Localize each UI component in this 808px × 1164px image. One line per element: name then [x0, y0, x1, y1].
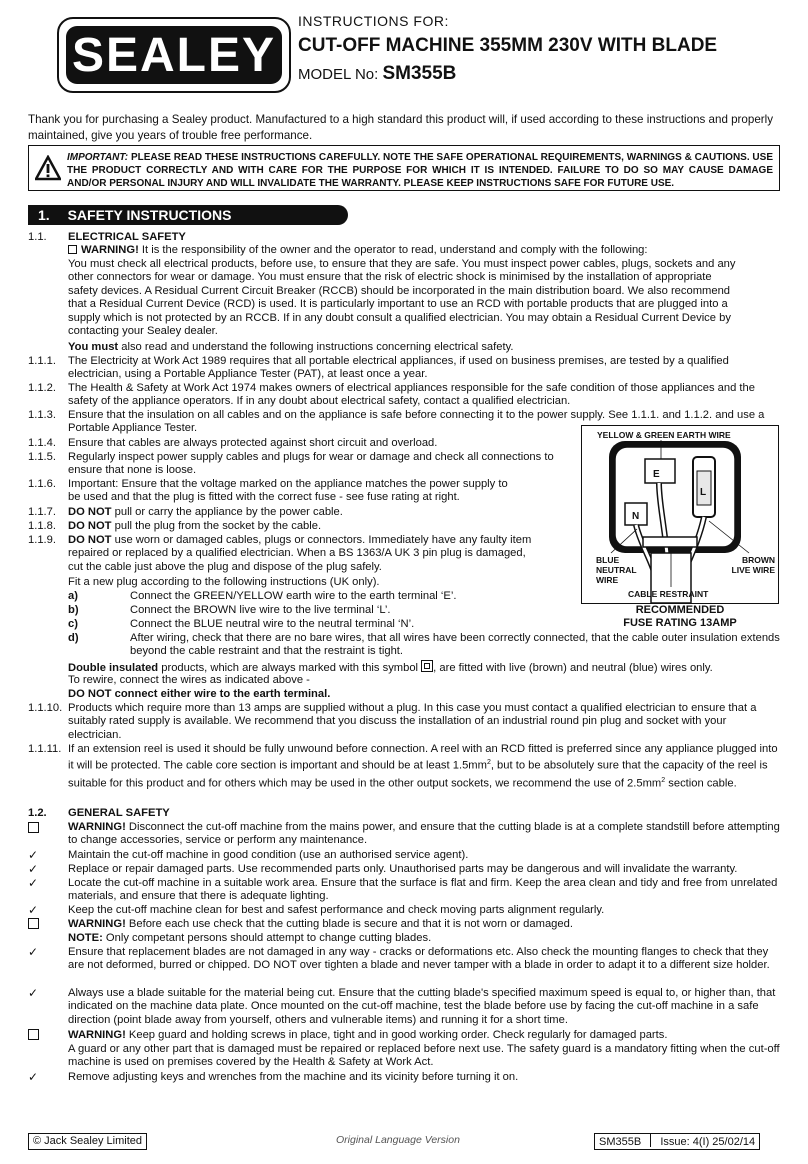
electrical-warning: [68, 244, 780, 257]
section-title: SAFETY INSTRUCTIONS: [67, 207, 232, 223]
item-body: pull the plug from the socket by the cable.: [114, 520, 322, 532]
sealey-logo: [57, 17, 291, 93]
superscript: 2: [486, 759, 491, 767]
double-insulated-icon: [421, 660, 433, 672]
general-item-3: Replace or repair damaged parts. Use recommended parts only. Unauthorised parts may be dangerous and will invalidate the warranty.: [68, 863, 738, 875]
do-not-lead: DO NOT: [68, 534, 112, 546]
general-item-10: [68, 1029, 780, 1042]
plug-wiring-diagram: [581, 425, 779, 629]
checkbox-icon: [28, 917, 43, 931]
do-not-lead: DO NOT: [68, 520, 112, 532]
general-item-2: Maintain the cut-off machine in good condition (use an authorised service agent).: [68, 849, 469, 861]
warning-lead: WARNING!: [68, 918, 126, 930]
item-num: 1.1.8.: [28, 520, 56, 532]
general-item-6: [68, 918, 780, 931]
tick-icon: ✓: [28, 986, 39, 1000]
tick-icon: ✓: [28, 903, 39, 917]
blue-neutral-label: BLUE NEUTRAL WIRE: [596, 555, 637, 585]
checkbox-icon: [28, 821, 43, 835]
rewire-text: To rewire, connect the wires as indicated above -: [68, 674, 310, 686]
fit-plug-text: Fit a new plug according to the following instructions (UK only).: [68, 576, 380, 588]
language-version: Original Language Version: [336, 1134, 460, 1146]
tick-icon: ✓: [28, 945, 39, 959]
model-line: [298, 63, 456, 85]
step-text: After wiring, check that there are no bare wires, that all wires have been correctly connected, that the cable outer insulation extends beyond the cable restraint and that the restraint is tight.: [130, 632, 780, 658]
electrical-para1: You must check all electrical products, before use, to ensure that they are safe. You must inspect power cables, plugs, sockets and any other connectors for wear or damage. You must ensure that the risk of electric shock is minimised by the installation of appropriate safety devices. A Residual Current Circuit Breaker (RCCB) should be incorporated in the main distribution board. We also recommend that a Residual Current Device (RCD) is used. It is particularly important to use an RCD with portable products that are plugged into a supply which is not protected by an RCCB. If in any doubt consult a qualified electrician. You may obtain a Residual Current Device by contacting your Sealey dealer.: [68, 258, 736, 338]
step-key: a): [68, 590, 78, 602]
item-num: 1.1.2.: [28, 382, 56, 394]
section-number: 1.: [38, 207, 50, 223]
item-num: 1.1.5.: [28, 451, 56, 463]
warning-lead: WARNING!: [68, 821, 126, 833]
superscript: 2: [661, 776, 666, 784]
item-text: [68, 534, 538, 574]
item-body: pull or carry the appliance by the power cable.: [114, 506, 343, 518]
item-text: [68, 506, 568, 519]
general-item-5: Keep the cut-off machine clean for best and safest performance and check moving parts alignment regularly.: [68, 904, 605, 916]
electrical-title: ELECTRICAL SAFETY: [68, 231, 186, 243]
item-111-c: section cable.: [668, 777, 737, 790]
item-num: 1.1.11.: [28, 743, 62, 755]
step-text: Connect the GREEN/YELLOW earth wire to the earth terminal ‘E’.: [130, 590, 457, 602]
important-body: PLEASE READ THESE INSTRUCTIONS CAREFULLY. NOTE THE SAFE OPERATIONAL REQUIREMENTS, WARNINGS & CAUTIONS. USE THE PRODUCT CORRECTLY AND WITH CARE FOR THE PURPOSE FOR WHICH IT IS INTENDED. FAILURE TO DO SO MAY CAUSE DAMAGE AND/OR PERSONAL INJURY AND WILL INVALIDATE THE WARRANTY. PLEASE KEEP INSTRUCTIONS SAFE FOR FUTURE USE.: [67, 152, 773, 189]
item-text: Important: Ensure that the voltage marked on the appliance matches the power supply to be used and that the plug is fitted with the correct fuse - see fuse rating at right.: [68, 478, 508, 504]
instructions-for-label: INSTRUCTIONS FOR:: [298, 13, 449, 29]
do-not-lead: DO NOT: [68, 506, 112, 518]
electrical-para2: [68, 341, 780, 354]
fuse-recommendation: [581, 604, 779, 630]
item-num: 1.1.10.: [28, 702, 63, 714]
warning-lead: WARNING!: [81, 244, 139, 256]
general-title: GENERAL SAFETY: [68, 807, 170, 819]
warning-triangle-icon: [35, 155, 61, 181]
item-num: 1.1.6.: [28, 478, 56, 490]
cable-restraint-label: CABLE RESTRAINT: [628, 589, 709, 599]
item-111-a: If an extension reel is used it should be fully unwound before connection. A reel with an RCD fitted is preferred since any appliance plugged into it will be protected. The cable core section is important and should be at least 1.5mm: [68, 743, 778, 773]
general-item-1: [68, 821, 780, 848]
double-lead: Double insulated: [68, 662, 159, 674]
tick-icon: ✓: [28, 1070, 39, 1084]
item-text: Products which require more than 13 amps are supplied without a plug. In this case you must contact a qualified electrician to ensure that a suitably rated supply is available. We recommend that you discuss the installation of an industrial round pin plug and socket with your electrician.: [68, 702, 757, 741]
warning-lead: WARNING!: [68, 1029, 126, 1041]
section-heading: [28, 205, 348, 225]
tick-icon: ✓: [28, 862, 39, 876]
general-note: [68, 932, 780, 945]
rec-line-1: RECOMMENDED: [635, 604, 725, 616]
item-text: [68, 520, 568, 533]
terminal-e-label: E: [653, 469, 660, 480]
item-text: Disconnect the cut-off machine from the mains power, and ensure that the cutting blade is at a complete standstill before attempting to change accessories, service or perform any maintenance.: [68, 821, 780, 847]
item-text: The Health & Safety at Work Act 1974 makes owners of electrical appliances responsible for the safe condition of those appliances and the safety of the appliance operators. If in any doubt about electrical safety, contact a qualified electrician.: [68, 382, 755, 408]
terminal-n-label: N: [632, 511, 640, 522]
important-notice: [28, 145, 780, 191]
logo-text: SEALEY: [66, 26, 282, 84]
issue-box: [594, 1133, 760, 1150]
model-ref: SM355B: [599, 1136, 642, 1148]
item-num: 1.1.7.: [28, 506, 56, 518]
tick-icon: ✓: [28, 848, 39, 862]
model-label: MODEL No:: [298, 66, 379, 83]
item-num: 1.1.9.: [28, 534, 56, 546]
item-text: Before each use check that the cutting blade is secure and that it is not worn or damaged.: [128, 918, 573, 930]
general-item-4: Locate the cut-off machine in a suitable work area. Ensure that the surface is flat and firm. Keep the area clean and tidy and free from unrelated materials, and ensure that there is adequate lighting.: [68, 877, 778, 903]
rec-line-2: FUSE RATING 13AMP: [623, 617, 737, 629]
warning-text: It is the responsibility of the owner and the operator to read, understand and comply with the following:: [141, 244, 648, 256]
item-text: [68, 743, 780, 791]
general-item-11: A guard or any other part that is damaged must be repaired or replaced before next use. The safety guard is a mandatory fitting when the cut-off machine is used on premises covered by the Health & Safety at Work Act.: [68, 1043, 780, 1069]
intro-text: Thank you for purchasing a Sealey product. Manufactured to a high standard this product will, if used according to these instructions and properly maintained, give you years of trouble free performance.: [28, 113, 774, 142]
footer-divider: [650, 1134, 651, 1147]
general-num: 1.2.: [28, 807, 47, 819]
step-text: Connect the BROWN live wire to the live terminal ‘L’.: [130, 604, 391, 616]
double-text-b: , are fitted with live (brown) and neutral (blue) wires only.: [433, 662, 713, 674]
earth-wire-label: YELLOW & GREEN EARTH WIRE: [597, 430, 731, 440]
electrical-num: 1.1.: [28, 231, 47, 243]
checkbox-icon: [28, 1028, 43, 1042]
tick-icon: ✓: [28, 876, 39, 890]
para2-text: also read and understand the following instructions concerning electrical safety.: [121, 341, 514, 353]
item-text: Ensure that cables are always protected against short circuit and overload.: [68, 437, 438, 449]
brown-live-label: BROWN LIVE WIRE: [731, 555, 775, 575]
copyright-box: © Jack Sealey Limited: [28, 1133, 147, 1150]
step-key: c): [68, 618, 78, 630]
page-title: CUT-OFF MACHINE 355MM 230V WITH BLADE: [298, 35, 718, 56]
general-item-9: Always use a blade suitable for the material being cut. Ensure that the cutting blade's specified maximum speed is equal to, or higher than, that indicated on the machine data plate. Once mounted on the cut-off machine, test the blade before use by facing the cut-off machine in a safe direction (point blade away from yourself, others and vulnerable items) and running it for a short time.: [68, 987, 776, 1026]
important-text: [67, 151, 773, 190]
item-text: Regularly inspect power supply cables and plugs for wear or damage and check all connections to ensure that none is loose.: [68, 451, 554, 477]
item-text: Only competant persons should attempt to change cutting blades.: [105, 932, 432, 944]
important-lead: IMPORTANT:: [67, 152, 129, 163]
general-item-12: Remove adjusting keys and wrenches from the machine and its vicinity before turning it on.: [68, 1071, 519, 1083]
item-text: The Electricity at Work Act 1989 requires that all portable electrical appliances, if used on business premises, are tested by a qualified electrician, using a Portable Appliance Tester (PAT), at least once a year.: [68, 355, 729, 381]
step-text: Connect the BLUE neutral wire to the neutral terminal ‘N’.: [130, 618, 415, 630]
item-num: 1.1.1.: [28, 355, 56, 367]
step-key: d): [68, 632, 79, 644]
do-not-earth-text: DO NOT connect either wire to the earth terminal.: [68, 688, 331, 700]
checkbox-icon: [68, 245, 77, 254]
item-111-b: , but to be absolutely sure that the capacity of the reel is suitable for this product and for others which may be used in the other output sockets, we recommend the use of 2.5mm: [68, 760, 768, 790]
item-num: 1.1.4.: [28, 437, 56, 449]
step-key: b): [68, 604, 79, 616]
item-text: Ensure that the insulation on all cables and on the appliance is safe before connecting it to the power supply. See 1.1.1. and 1.1.2. and use a Portable Appliance Tester.: [68, 409, 765, 435]
double-text-a: products, which are always marked with this symbol: [161, 662, 419, 674]
terminal-l-label: L: [700, 487, 707, 498]
item-body: use worn or damaged cables, plugs or connectors. Immediately have any faulty item repaired or replaced by a qualified electrician. When a BS 1363/A UK 3 pin plug is damaged, cut the cable just above the plug and dispose of the plug safely.: [68, 534, 532, 573]
note-lead: NOTE:: [68, 932, 103, 944]
model-number: SM355B: [382, 63, 457, 84]
item-num: 1.1.3.: [28, 409, 56, 421]
para2-lead: You must: [68, 341, 119, 353]
general-item-8: Ensure that replacement blades are not damaged in any way - cracks or deformations etc. Also check the mounting flanges to check that they are not deformed, burred or chipped. DO NOT over tighten a blade and never tamper with a blade in order to adapt it to a different size holder.: [68, 946, 770, 972]
item-text: Keep guard and holding screws in place, tight and in good working order. Check regularly for damaged parts.: [128, 1029, 668, 1041]
issue-text: Issue: 4(I) 25/02/14: [660, 1136, 756, 1148]
